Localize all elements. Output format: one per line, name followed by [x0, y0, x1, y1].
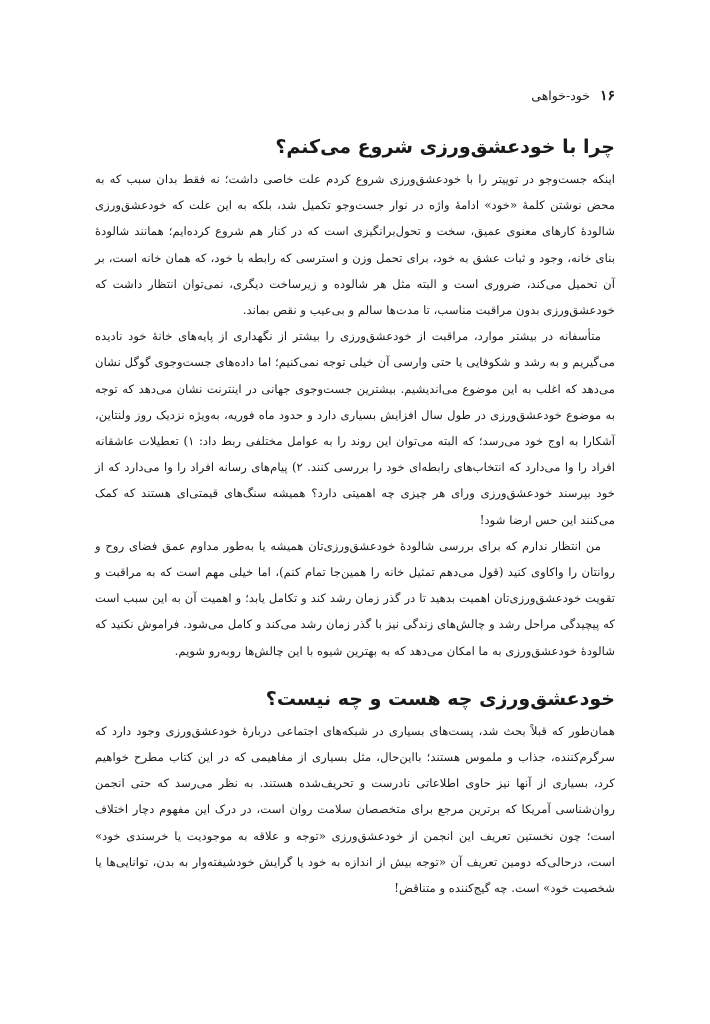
book-page — [95, 88, 615, 988]
paragraph: اینکه جست‌وجو در توییتر را با خودعشق‌ورزی شروع کردم علت خاصی داشت؛ نه فقط بدان سبب که به محض نوشتن کلمهٔ «خود» ادامهٔ واژه در نوار جست‌وجو تکمیل شد، بلکه به این علت که خودعشق‌ورزی شالودهٔ کارهای معنوی عمیق، سخت و تحول‌برانگیزی است که در کنار هم شروع کرده‌ایم؛ همانند شالودهٔ بنای خانه، وجود و ثبات عشق به خود، برای تحمل وزن و استرسی که رابطه با خود، که همان خانه است، بر آن تحمیل می‌کند، ضروری است و البته مثل هر شالوده و زیرساخت دیگری، نمی‌توان انتظار داشت که خودعشق‌ورزی بدون مراقبت مناسب، تا مدت‌ها سالم و بی‌عیب و نقص بماند. — [95, 172, 615, 318]
page-number: ۱۶ — [599, 88, 615, 104]
section-heading-what-self-love-is: خودعشق‌ورزی چه هست و چه نیست؟ — [265, 687, 615, 710]
running-header — [95, 88, 615, 110]
paragraph: همان‌طور که قبلاً بحث شد، پست‌های بسیاری در شبکه‌های اجتماعی دربارهٔ خودعشق‌ورزی وجود دارد که سرگرم‌کننده، جذاب و ملموس هستند؛ بااین‌حال، مثل بسیاری از مفاهیمی که در این کتاب مطرح خواهیم کرد، بسیاری از آنها نیز حاوی اطلاعاتی نادرست و تحریف‌شده هستند. به نظر می‌رسد که حتی انجمن روان‌شناسی آمریکا که برترین مرجع برای متخصصان سلامت روان است، در درک این مفهوم دچار اختلاف است؛ چون نخستین تعریف این انجمن از خودعشق‌ورزی «توجه و علاقه به موجودیت یا خرسندی خود» است، درحالی‌که دومین تعریف آن «توجه بیش از اندازه به خود یا گرایش خودشیفته‌وار به بدن، توانایی‌ها یا شخصیت خود» است. چه گیج‌کننده و متناقض! — [95, 723, 615, 896]
book-title: خود-خواهی — [531, 88, 590, 103]
paragraph: من انتظار ندارم که برای بررسی شالودهٔ خودعشق‌ورزی‌تان همیشه یا به‌طور مداوم عمق فضای روح و روانتان را واکاوی کنید (قول می‌دهم تمثیل خانه را همین‌جا تمام کنم)، اما خیلی مهم است که به مراقبت و تقویت خودعشق‌ورزی‌تان اهمیت بدهید تا در گذر زمان رشد کند و تکامل یابد؛ و اهمیت آن به این سبب است که پیچیدگی مراحل رشد و چالش‌های زندگی نیز با گذر زمان رشد می‌کند و کامل می‌شود. فراموش نکنید که شالودهٔ خودعشق‌ورزی به ما امکان می‌دهد که به بهترین شیوه با این چالش‌ها روبه‌رو شویم. — [95, 538, 615, 658]
section-heading-why-self-love: چرا با خودعشق‌ورزی شروع می‌کنم؟ — [275, 136, 615, 158]
paragraph: متأسفانه در بیشتر موارد، مراقبت از خودعشق‌ورزی را بیشتر از نگهداری از پایه‌های خانهٔ خود نادیده می‌گیریم و به رشد و شکوفایی یا حتی وارسی آن خیلی توجه نمی‌کنیم؛ اما داده‌های جست‌وجوی گوگل نشان می‌دهد که اغلب به این موضوع می‌اندیشیم. بیشترین جست‌وجوی جهانی در اینترنت نشان می‌دهد که توجه به موضوع خودعشق‌ورزی در طول سال افزایش بسیاری دارد و حدود ماه فوریه، به‌ویژه نزدیک روز ولنتاین، آشکارا به اوج خود می‌رسد؛ که البته می‌توان این روند را به عوامل مختلفی ربط داد: ۱) تعطیلات عاشقانه افراد را وا می‌دارد که انتخاب‌های رابطه‌ای خود را بررسی کنند. ۲) پیام‌های رسانه افراد را وا می‌دارد که از خود بپرسند خودعشق‌ورزی ورای هر چیزی چه اهمیتی دارد؟ همیشه سنگ‌های قیمتی‌ای هستند که کمک می‌کنند این حس ارضا شود! — [95, 329, 615, 527]
